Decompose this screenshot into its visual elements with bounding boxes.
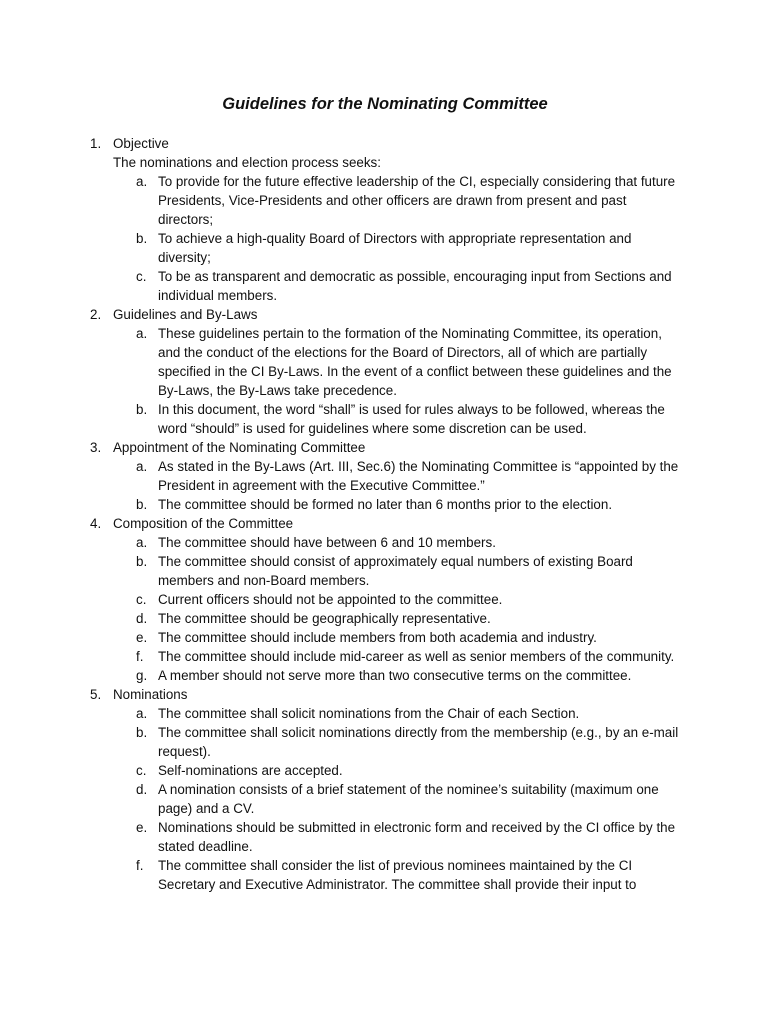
item-text: These guidelines pertain to the formation of the Nominating Committee, its operation, and the conduct of the elections for the Board of Directors, all of which are partially specified in the CI By-Laws. In the event of a conflict between these guidelines and the By-Laws, the By-Laws take precedence. <box>158 326 672 398</box>
item-text: To be as transparent and democratic as possible, encouraging input from Sections and individual members. <box>158 269 672 303</box>
section-nominations <box>0 685 770 894</box>
item-letter: c. <box>136 269 147 284</box>
list-item <box>0 400 770 438</box>
item-letter: a. <box>136 326 148 341</box>
item-letter: c. <box>136 592 147 607</box>
section-heading: Objective <box>113 136 169 151</box>
item-text: The committee should be formed no later than 6 months prior to the election. <box>158 497 613 512</box>
item-text: The committee should consist of approximately equal numbers of existing Board members and non-Board members. <box>158 554 633 588</box>
section-objective <box>0 134 770 305</box>
item-text: The committee should have between 6 and 10 members. <box>158 535 496 550</box>
item-text: Current officers should not be appointed to the committee. <box>158 592 503 607</box>
section-heading: Nominations <box>113 687 188 702</box>
item-letter: b. <box>136 231 148 246</box>
item-letter: a. <box>136 535 148 550</box>
item-text: In this document, the word “shall” is used for rules always to be followed, whereas the word “should” is used for guidelines where some discretion can be used. <box>158 402 665 436</box>
item-text: Self-nominations are accepted. <box>158 763 343 778</box>
item-letter: b. <box>136 497 148 512</box>
section-number: 3. <box>90 440 102 455</box>
list-item <box>0 818 770 856</box>
list-item <box>0 704 770 723</box>
item-text: A member should not serve more than two consecutive terms on the committee. <box>158 668 632 683</box>
section-number: 4. <box>90 516 102 531</box>
item-letter: b. <box>136 554 148 569</box>
item-text: A nomination consists of a brief statement of the nominee’s suitability (maximum one page) and a CV. <box>158 782 659 816</box>
list-item <box>0 172 770 229</box>
list-item <box>0 495 770 514</box>
list-item <box>0 229 770 267</box>
list-item <box>0 533 770 552</box>
section-composition <box>0 514 770 685</box>
item-letter: e. <box>136 630 148 645</box>
item-text: To achieve a high-quality Board of Directors with appropriate representation and diversity; <box>158 231 632 265</box>
section-number: 5. <box>90 687 102 702</box>
item-letter: a. <box>136 459 148 474</box>
item-letter: f. <box>136 858 144 873</box>
document-body <box>0 134 770 894</box>
item-text: The committee should include mid-career as well as senior members of the community. <box>158 649 675 664</box>
item-letter: a. <box>136 174 148 189</box>
section-heading: Composition of the Committee <box>113 516 294 531</box>
list-item <box>0 666 770 685</box>
list-item <box>0 780 770 818</box>
item-letter: d. <box>136 782 148 797</box>
item-letter: f. <box>136 649 144 664</box>
section-intro: The nominations and election process seeks: <box>113 155 381 170</box>
item-letter: e. <box>136 820 148 835</box>
list-item <box>0 457 770 495</box>
list-item <box>0 552 770 590</box>
list-item <box>0 628 770 647</box>
item-letter: a. <box>136 706 148 721</box>
section-guidelines-bylaws <box>0 305 770 438</box>
list-item <box>0 324 770 400</box>
list-item <box>0 761 770 780</box>
section-number: 1. <box>90 136 102 151</box>
item-text: Nominations should be submitted in electronic form and received by the CI office by the stated deadline. <box>158 820 676 854</box>
item-text: As stated in the By-Laws (Art. III, Sec.6) the Nominating Committee is “appointed by the President in agreement with the Executive Committee.” <box>158 459 679 493</box>
item-letter: b. <box>136 402 148 417</box>
item-text: The committee shall solicit nominations directly from the membership (e.g., by an e-mail request). <box>158 725 679 759</box>
list-item <box>0 647 770 666</box>
item-letter: b. <box>136 725 148 740</box>
item-text: The committee should include members from both academia and industry. <box>158 630 597 645</box>
list-item <box>0 723 770 761</box>
list-item <box>0 856 770 894</box>
item-letter: g. <box>136 668 148 683</box>
section-heading: Guidelines and By-Laws <box>113 307 258 322</box>
section-number: 2. <box>90 307 102 322</box>
item-text: The committee shall consider the list of previous nominees maintained by the CI Secretary and Executive Administrator. The committee shall provide their input to <box>158 858 637 892</box>
list-item <box>0 590 770 609</box>
item-text: To provide for the future effective leadership of the CI, especially considering that future Presidents, Vice-Presidents and other officers are drawn from present and past directors; <box>158 174 676 227</box>
page-title: Guidelines for the Nominating Committee <box>222 95 548 113</box>
section-appointment <box>0 438 770 514</box>
item-text: The committee should be geographically representative. <box>158 611 491 626</box>
item-letter: c. <box>136 763 147 778</box>
section-heading: Appointment of the Nominating Committee <box>113 440 366 455</box>
list-item <box>0 267 770 305</box>
item-letter: d. <box>136 611 148 626</box>
list-item <box>0 609 770 628</box>
item-text: The committee shall solicit nominations from the Chair of each Section. <box>158 706 580 721</box>
